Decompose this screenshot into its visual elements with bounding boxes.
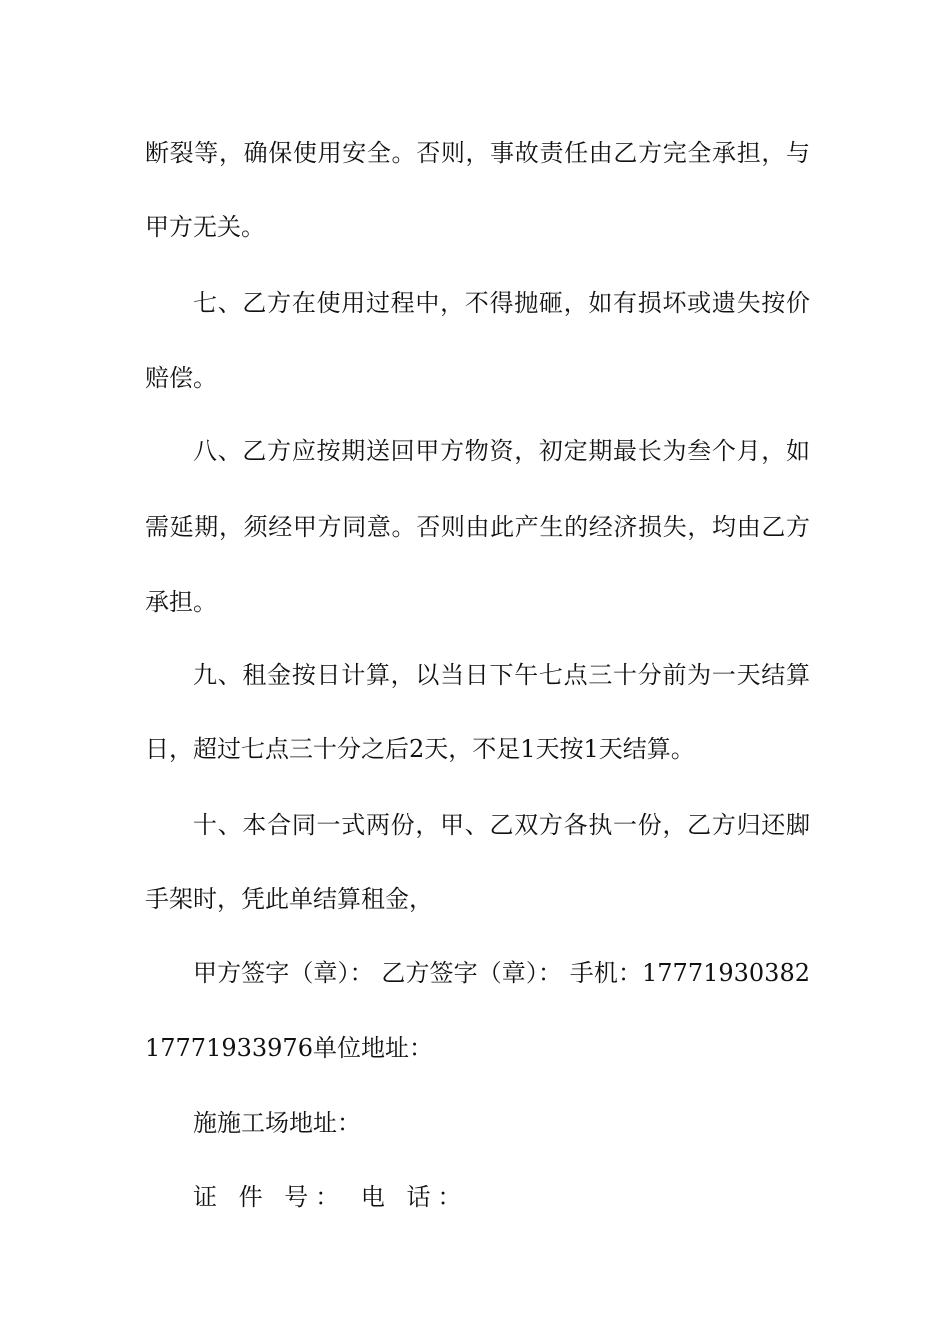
text-line-2: 甲方无关。 (145, 213, 265, 241)
clause-9-line-2: 日，超过七点三十分之后2天，不足1天按1天结算。 (145, 735, 695, 763)
id-phone-line: 证 件 号： 电 话： (193, 1183, 469, 1211)
site-address-line: 施施工场地址： (193, 1109, 361, 1137)
clause-8-line-1: 八、乙方应按期送回甲方物资，初定期最长为叁个月，如 (193, 437, 810, 465)
clause-10-line-2: 手架时，凭此单结算租金， (145, 885, 433, 913)
clause-8-line-2: 需延期，须经甲方同意。否则由此产生的经济损失，均由乙方 (145, 513, 810, 541)
clause-8-line-3: 承担。 (145, 588, 217, 616)
signature-line: 甲方签字（章）： 乙方签字（章）： 手机：17771930382 (193, 959, 810, 987)
clause-7-line-1: 七、乙方在使用过程中，不得抛砸，如有损坏或遗失按价 (193, 289, 810, 317)
clause-10-line-1: 十、本合同一式两份，甲、乙双方各执一份，乙方归还脚 (193, 811, 810, 839)
phone-address-line: 17771933976单位地址： (145, 1034, 433, 1062)
clause-9-line-1: 九、租金按日计算，以当日下午七点三十分前为一天结算 (193, 661, 810, 689)
text-line-1: 断裂等，确保使用安全。否则，事故责任由乙方完全承担，与 (145, 139, 810, 167)
clause-7-line-2: 赔偿。 (145, 364, 217, 392)
